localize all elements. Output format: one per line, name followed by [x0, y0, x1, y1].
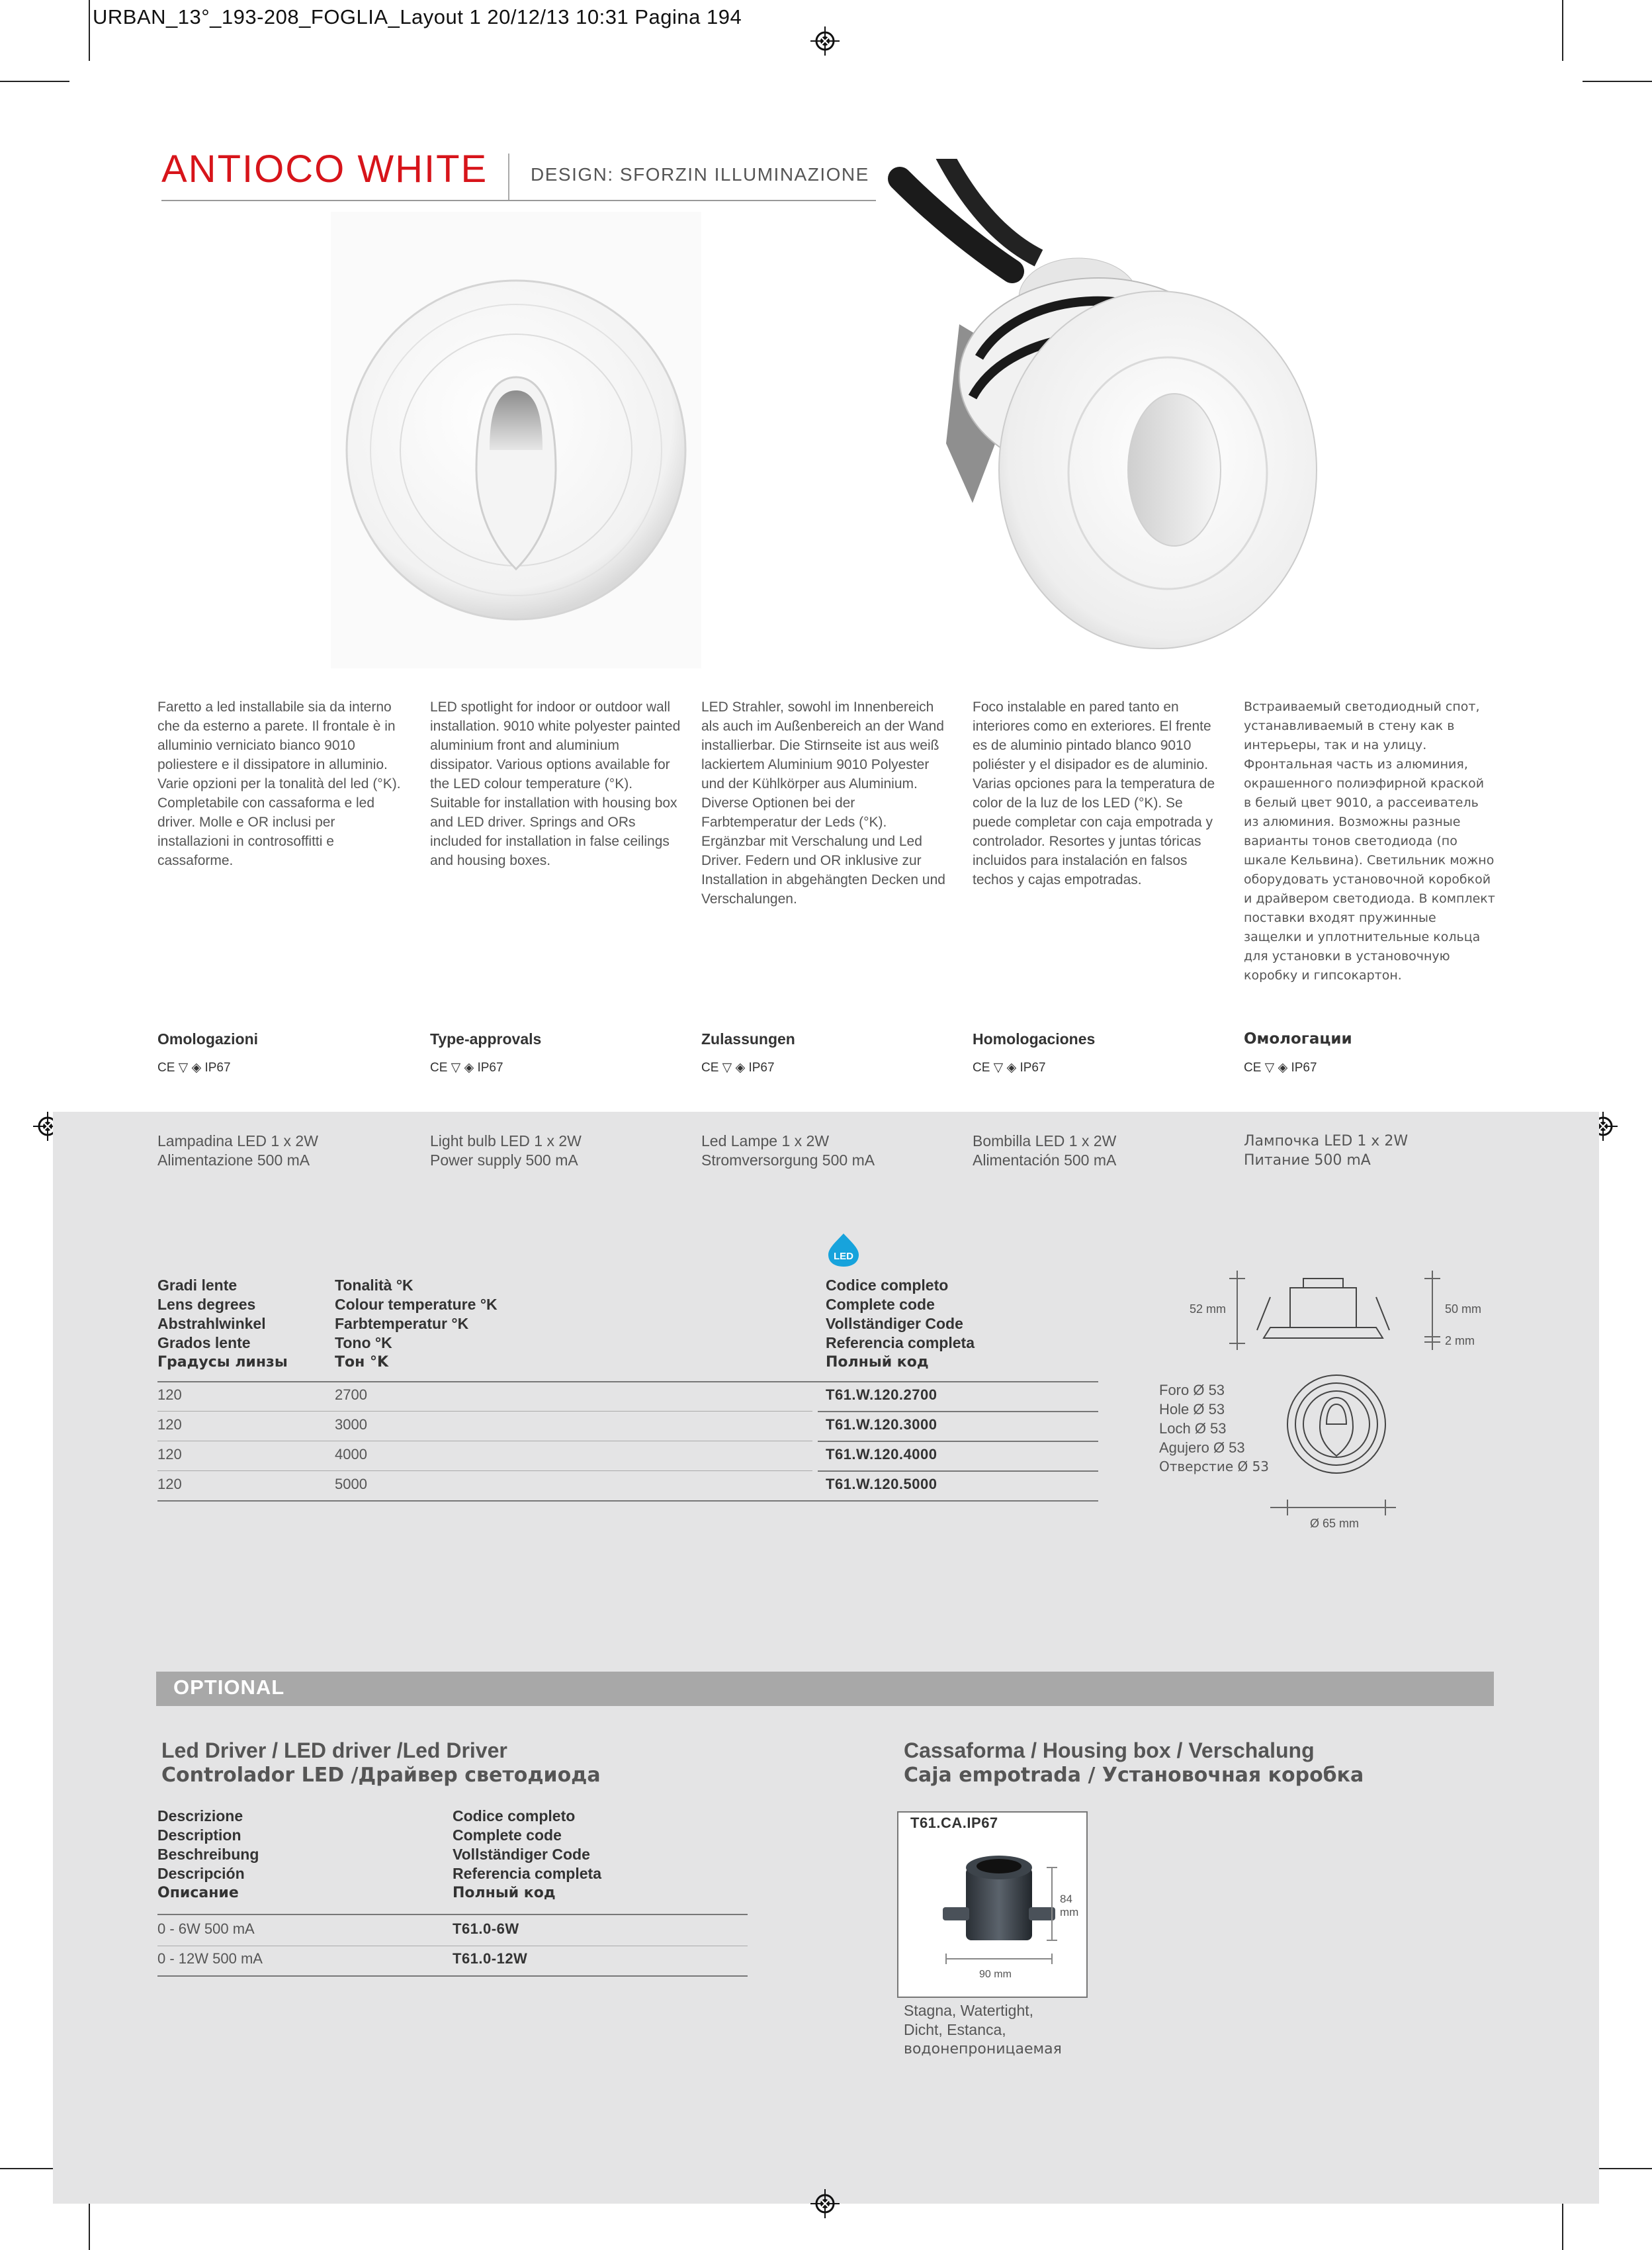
certification-marks: CE ▽ ◈ IP67 [701, 1061, 775, 1075]
header-line: Referencia completa [453, 1865, 601, 1882]
title-line: Led Driver / LED driver /Led Driver [161, 1738, 507, 1762]
title-line: Cassaforma / Housing box / Verschalung [904, 1738, 1315, 1762]
spec-it [157, 1132, 409, 1170]
dimension-flange: 2 mm [1445, 1334, 1475, 1347]
driver-desc: 0 - 12W 500 mA [157, 1950, 263, 1967]
product-photo-perspective [873, 159, 1475, 682]
header-line: Descripción [157, 1865, 245, 1882]
header-temperature [335, 1276, 498, 1372]
driver-bottom-rule [157, 1975, 748, 1977]
description-es: Foco instalable en pared tanto en interiores como en exteriores. El frente es de aluminio pintado blanco 9010 poliéster y el disipador es de aluminio. Varias opciones para la temperatura de color de la luz de los LED (°K). Se puede completar con caja empotrada y controlador. Resortes y juntas tóricas incluidos para instalación en falsos techos y cajas empotradas. [973, 699, 1215, 887]
header-line: Vollständiger Code [826, 1315, 963, 1332]
product-photo-front [331, 212, 701, 668]
spec-es [973, 1132, 1224, 1170]
table-bottom-rule [157, 1500, 1098, 1502]
driver-code: T61.0-12W [453, 1950, 528, 1967]
description-ru: Встраиваемый светодиодный спот, устанавливаемый в стену как в интерьеры, так и на улицу. Фронтальная часть из алюминия, окрашенного полиэфирной краской в белый цвет 9010, а рассеиватель из алюминия. Возможны разные варианты тонов светодиода (по шкале Кельвина). Светильник можно оборудовать установочной коробкой и драйвером светодиода. В комплект поставки входят пружинные защелки и уплотнительные кольца для установки в установочную коробку и гипсокартон. [1244, 699, 1495, 983]
dimension-unit: mm [1060, 1906, 1079, 1918]
row-divider [157, 1411, 812, 1412]
spec-power: Alimentazione 500 mA [157, 1151, 310, 1169]
front-view-diagram [1257, 1363, 1403, 1522]
spec-power: Power supply 500 mA [430, 1151, 578, 1169]
row-divider [818, 1470, 1098, 1472]
hole-line: Loch Ø 53 [1159, 1420, 1227, 1437]
header-line: Grados lente [157, 1334, 251, 1351]
description-en: LED spotlight for indoor or outdoor wall installation. 9010 white polyester painted aluminium front and aluminium dissipator. Various options available for the LED colour temperature (°K). Suitable for installation with housing box and LED driver. Springs and ORs included for installation in false ceilings and housing boxes. [430, 699, 681, 868]
header-line: Farbtemperatur °K [335, 1315, 469, 1332]
spec-bulb: Led Lampe 1 x 2W [701, 1132, 830, 1149]
optional-title: OPTIONAL [173, 1676, 285, 1699]
cell-temperature: 5000 [335, 1476, 367, 1492]
hole-line: Hole Ø 53 [1159, 1401, 1225, 1418]
spec-en [430, 1132, 681, 1170]
crop-mark [1583, 81, 1652, 82]
cell-lens: 120 [157, 1386, 182, 1403]
cell-code: T61.W.120.2700 [826, 1386, 937, 1403]
spec-de [701, 1132, 953, 1170]
header-line: Описание [157, 1885, 239, 1901]
driver-header-description [157, 1807, 259, 1903]
driver-header-code [453, 1807, 601, 1903]
crop-mark [89, 0, 90, 61]
header-line: Полный код [826, 1354, 929, 1371]
certification-marks: CE ▽ ◈ IP67 [1244, 1061, 1317, 1075]
note-line: Stagna, Watertight, [904, 2002, 1034, 2019]
spec-ru [1244, 1132, 1495, 1170]
cell-temperature: 2700 [335, 1386, 367, 1403]
title-separator [508, 154, 509, 200]
header-line: Codice completo [453, 1807, 576, 1824]
cell-code: T61.W.120.4000 [826, 1446, 937, 1462]
title-rule [161, 200, 876, 201]
hole-line: Agujero Ø 53 [1159, 1439, 1245, 1456]
title-line: Controlador LED /Драйвер светодиода [161, 1764, 601, 1787]
crop-mark [0, 81, 69, 82]
header-line: Vollständiger Code [453, 1846, 590, 1863]
header-line: Complete code [453, 1826, 562, 1844]
header-line: Gradi lente [157, 1277, 238, 1294]
dimension-height: 50 mm [1445, 1302, 1482, 1316]
cell-code: T61.W.120.3000 [826, 1416, 937, 1433]
header-line: Description [157, 1826, 241, 1844]
header-line: Beschreibung [157, 1846, 259, 1863]
approvals-label-ru: Омологации [1244, 1030, 1352, 1048]
product-title: ANTIOCO WHITE [161, 148, 488, 191]
certification-marks: CE ▽ ◈ IP67 [157, 1061, 231, 1075]
header-line: Abstrahlwinkel [157, 1315, 266, 1332]
print-slug: URBAN_13°_193-208_FOGLIA_Layout 1 20/12/13 10:31 Pagina 194 [93, 5, 742, 28]
header-line: Descrizione [157, 1807, 243, 1824]
header-line: Полный код [453, 1885, 556, 1901]
housing-code: T61.CA.IP67 [910, 1815, 998, 1831]
header-lens [157, 1276, 288, 1372]
certification-marks: CE ▽ ◈ IP67 [430, 1061, 503, 1075]
spec-power: Питание 500 mA [1244, 1152, 1371, 1169]
designer-credit: DESIGN: SFORZIN ILLUMINAZIONE [531, 164, 869, 185]
led-badge-label: LED [834, 1251, 853, 1262]
hole-line: Foro Ø 53 [1159, 1382, 1225, 1398]
led-badge-icon [827, 1232, 860, 1268]
table-header-rule [157, 1381, 1098, 1382]
approvals-label-en: Type-approvals [430, 1030, 542, 1048]
hole-size [1159, 1380, 1269, 1476]
row-divider [818, 1441, 1098, 1442]
header-line: Tonalità °K [335, 1277, 413, 1294]
row-divider [157, 1470, 812, 1471]
spec-power: Stromversorgung 500 mA [701, 1151, 875, 1169]
driver-section-title [161, 1738, 601, 1788]
header-line: Referencia completa [826, 1334, 975, 1351]
title-line: Caja empotrada / Установочная коробка [904, 1764, 1364, 1787]
cell-temperature: 3000 [335, 1416, 367, 1433]
spec-bulb: Lampadina LED 1 x 2W [157, 1132, 318, 1149]
approvals-label-it: Omologazioni [157, 1030, 259, 1048]
note-line: водонепроницаемая [904, 2041, 1062, 2057]
cell-code: T61.W.120.5000 [826, 1476, 937, 1492]
header-code [826, 1276, 975, 1372]
housing-dimension-width: 90 mm [979, 1969, 1012, 1980]
header-line: Codice completo [826, 1277, 949, 1294]
row-divider [818, 1411, 1098, 1412]
header-line: Lens degrees [157, 1296, 256, 1313]
hole-line: Отверстие Ø 53 [1159, 1459, 1270, 1474]
spec-bulb: Лампочка LED 1 x 2W [1244, 1133, 1409, 1149]
dimension-depth: 52 mm [1190, 1302, 1227, 1316]
driver-desc: 0 - 6W 500 mA [157, 1920, 255, 1937]
crop-mark [1562, 0, 1563, 61]
header-line: Тон °K [335, 1354, 389, 1371]
description-it: Faretto a led installabile sia da interno che da esterno a parete. Il frontale è in alluminio verniciato bianco 9010 poliestere e il dissipatore in alluminio. Varie opzioni per la tonalità del led (°K). Completabile con cassaforma e led driver. Molle e OR inclusi per installazioni in controsoffitti e cassaforme. [157, 699, 401, 868]
spec-bulb: Bombilla LED 1 x 2W [973, 1132, 1117, 1149]
header-line: Tono °K [335, 1334, 392, 1351]
dimension-value: 84 [1060, 1893, 1072, 1905]
cell-lens: 120 [157, 1446, 182, 1462]
driver-code: T61.0-6W [453, 1920, 519, 1937]
driver-header-rule [157, 1914, 748, 1915]
dimension-diameter: Ø 65 mm [1310, 1517, 1360, 1530]
cell-temperature: 4000 [335, 1446, 367, 1462]
header-line: Complete code [826, 1296, 935, 1313]
header-line: Градусы линзы [157, 1354, 288, 1371]
housing-box-photo [926, 1841, 1078, 1980]
approvals-label-de: Zulassungen [701, 1030, 795, 1048]
cell-lens: 120 [157, 1476, 182, 1492]
description-de: LED Strahler, sowohl im Innenbereich als auch im Außenbereich an der Wand installierbar. Die Stirnseite ist aus weiß lackiertem Aluminium 9010 Polyester und der Kühlkörper aus Aluminium. Diverse Optionen bei der Farbtemperatur der Leds (°K). Ergänzbar mit Verschalung und Led Driver. Federn und OR inklusive zur Installation in abgehängten Decken und Verschalungen. [701, 699, 945, 907]
housing-section-title [904, 1738, 1364, 1788]
housing-dimension-height [1060, 1893, 1078, 1919]
spec-bulb: Light bulb LED 1 x 2W [430, 1132, 582, 1149]
registration-mark-icon [810, 2189, 840, 2218]
optional-bar [156, 1672, 1494, 1706]
cell-lens: 120 [157, 1416, 182, 1433]
registration-mark-icon [810, 26, 840, 56]
certification-marks: CE ▽ ◈ IP67 [973, 1061, 1046, 1075]
note-line: Dicht, Estanca, [904, 2021, 1006, 2038]
header-line: Colour temperature °K [335, 1296, 498, 1313]
housing-note [904, 2001, 1062, 2059]
spec-power: Alimentación 500 mA [973, 1151, 1117, 1169]
approvals-label-es: Homologaciones [973, 1030, 1096, 1048]
